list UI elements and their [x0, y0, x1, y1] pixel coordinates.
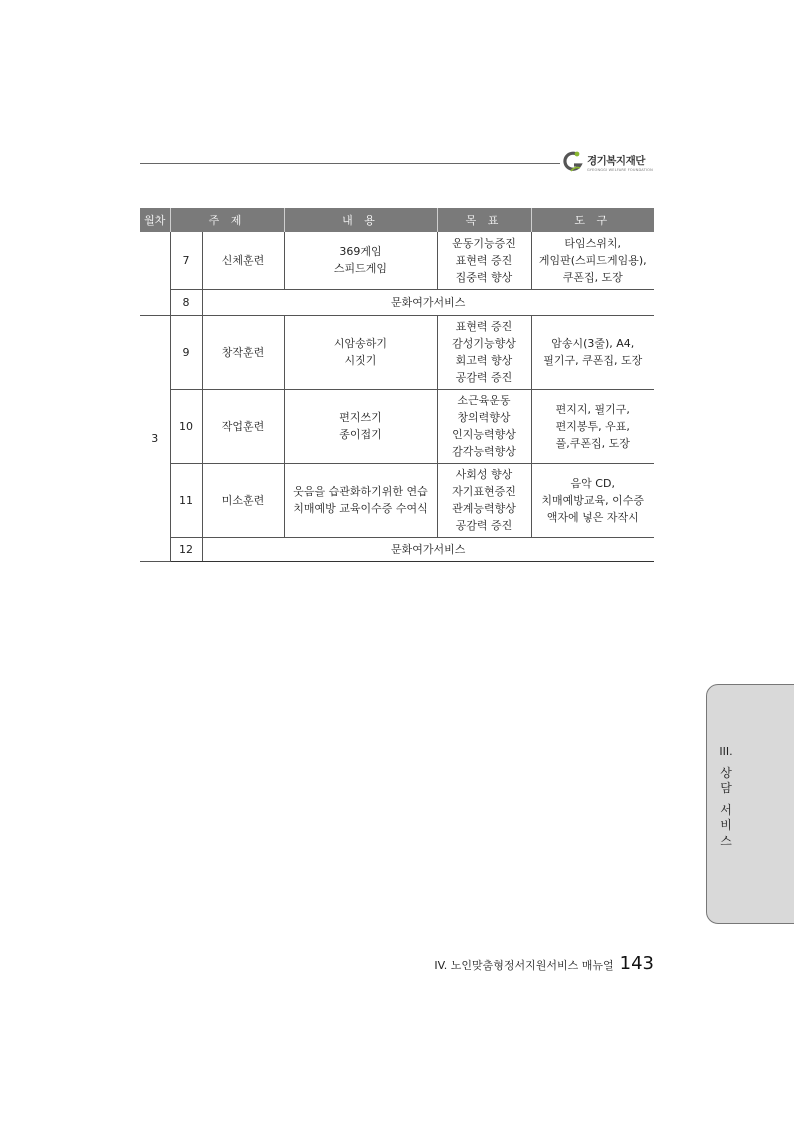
table-row	[140, 232, 654, 289]
table-row	[140, 315, 654, 389]
session-number: 12	[170, 537, 202, 561]
goal-cell: 운동기능증진 표현력 증진 집중력 향상	[437, 232, 531, 289]
header-content: 내 용	[284, 208, 437, 232]
table-row	[140, 389, 654, 463]
goal-cell: 표현력 증진 감성기능향상 회고력 향상 공감력 증진	[437, 315, 531, 389]
table-row	[140, 537, 654, 561]
header-topic: 주 제	[170, 208, 284, 232]
program-schedule-table	[140, 208, 654, 562]
page-number: 143	[619, 953, 654, 974]
footer-manual-title: IV. 노인맞춤형정서지원서비스 매뉴얼	[434, 959, 614, 972]
chapter-side-label: III. 상 담 서 비 스	[716, 744, 736, 849]
org-name-english: GYEONGGI WELFARE FOUNDATION	[587, 168, 653, 172]
content-cell: 편지쓰기 종이접기	[284, 389, 437, 463]
topic-cell: 작업훈련	[202, 389, 284, 463]
month-cell: 3	[140, 315, 170, 561]
tools-cell: 타임스위치, 게임판(스피드게임용), 쿠폰집, 도장	[531, 232, 654, 289]
session-number: 9	[170, 315, 202, 389]
table-row	[140, 463, 654, 537]
session-number: 10	[170, 389, 202, 463]
foundation-logo-icon	[563, 150, 585, 174]
header-goal: 목 표	[437, 208, 531, 232]
foundation-logo	[563, 150, 663, 178]
tools-cell: 암송시(3줄), A4, 필기구, 쿠폰집, 도장	[531, 315, 654, 389]
tools-cell: 편지지, 필기구, 편지봉투, 우표, 풀,쿠폰집, 도장	[531, 389, 654, 463]
content-cell: 시암송하기 시짓기	[284, 315, 437, 389]
header-month: 월차	[140, 208, 170, 232]
session-number: 8	[170, 289, 202, 315]
session-number: 11	[170, 463, 202, 537]
service-span-cell: 문화여가서비스	[202, 537, 654, 561]
table-row	[140, 289, 654, 315]
header-rule	[140, 163, 560, 164]
month-cell	[140, 232, 170, 315]
service-span-cell: 문화여가서비스	[202, 289, 654, 315]
topic-cell: 미소훈련	[202, 463, 284, 537]
chapter-number: III.	[719, 745, 733, 758]
tools-cell: 음악 CD, 치매예방교육, 이수증 액자에 넣은 자작시	[531, 463, 654, 537]
session-number: 7	[170, 232, 202, 289]
goal-cell: 소근육운동 창의력향상 인지능력향상 감각능력향상	[437, 389, 531, 463]
content-cell: 369게임 스피드게임	[284, 232, 437, 289]
page-footer	[420, 953, 654, 974]
goal-cell: 사회성 향상 자기표현증진 관계능력향상 공감력 증진	[437, 463, 531, 537]
header-tools: 도 구	[531, 208, 654, 232]
table-header-row	[140, 208, 654, 232]
content-cell: 웃음을 습관화하기위한 연습 치매예방 교육이수증 수여식	[284, 463, 437, 537]
topic-cell: 신체훈련	[202, 232, 284, 289]
org-name: 경기복지재단	[587, 155, 645, 167]
topic-cell: 창작훈련	[202, 315, 284, 389]
